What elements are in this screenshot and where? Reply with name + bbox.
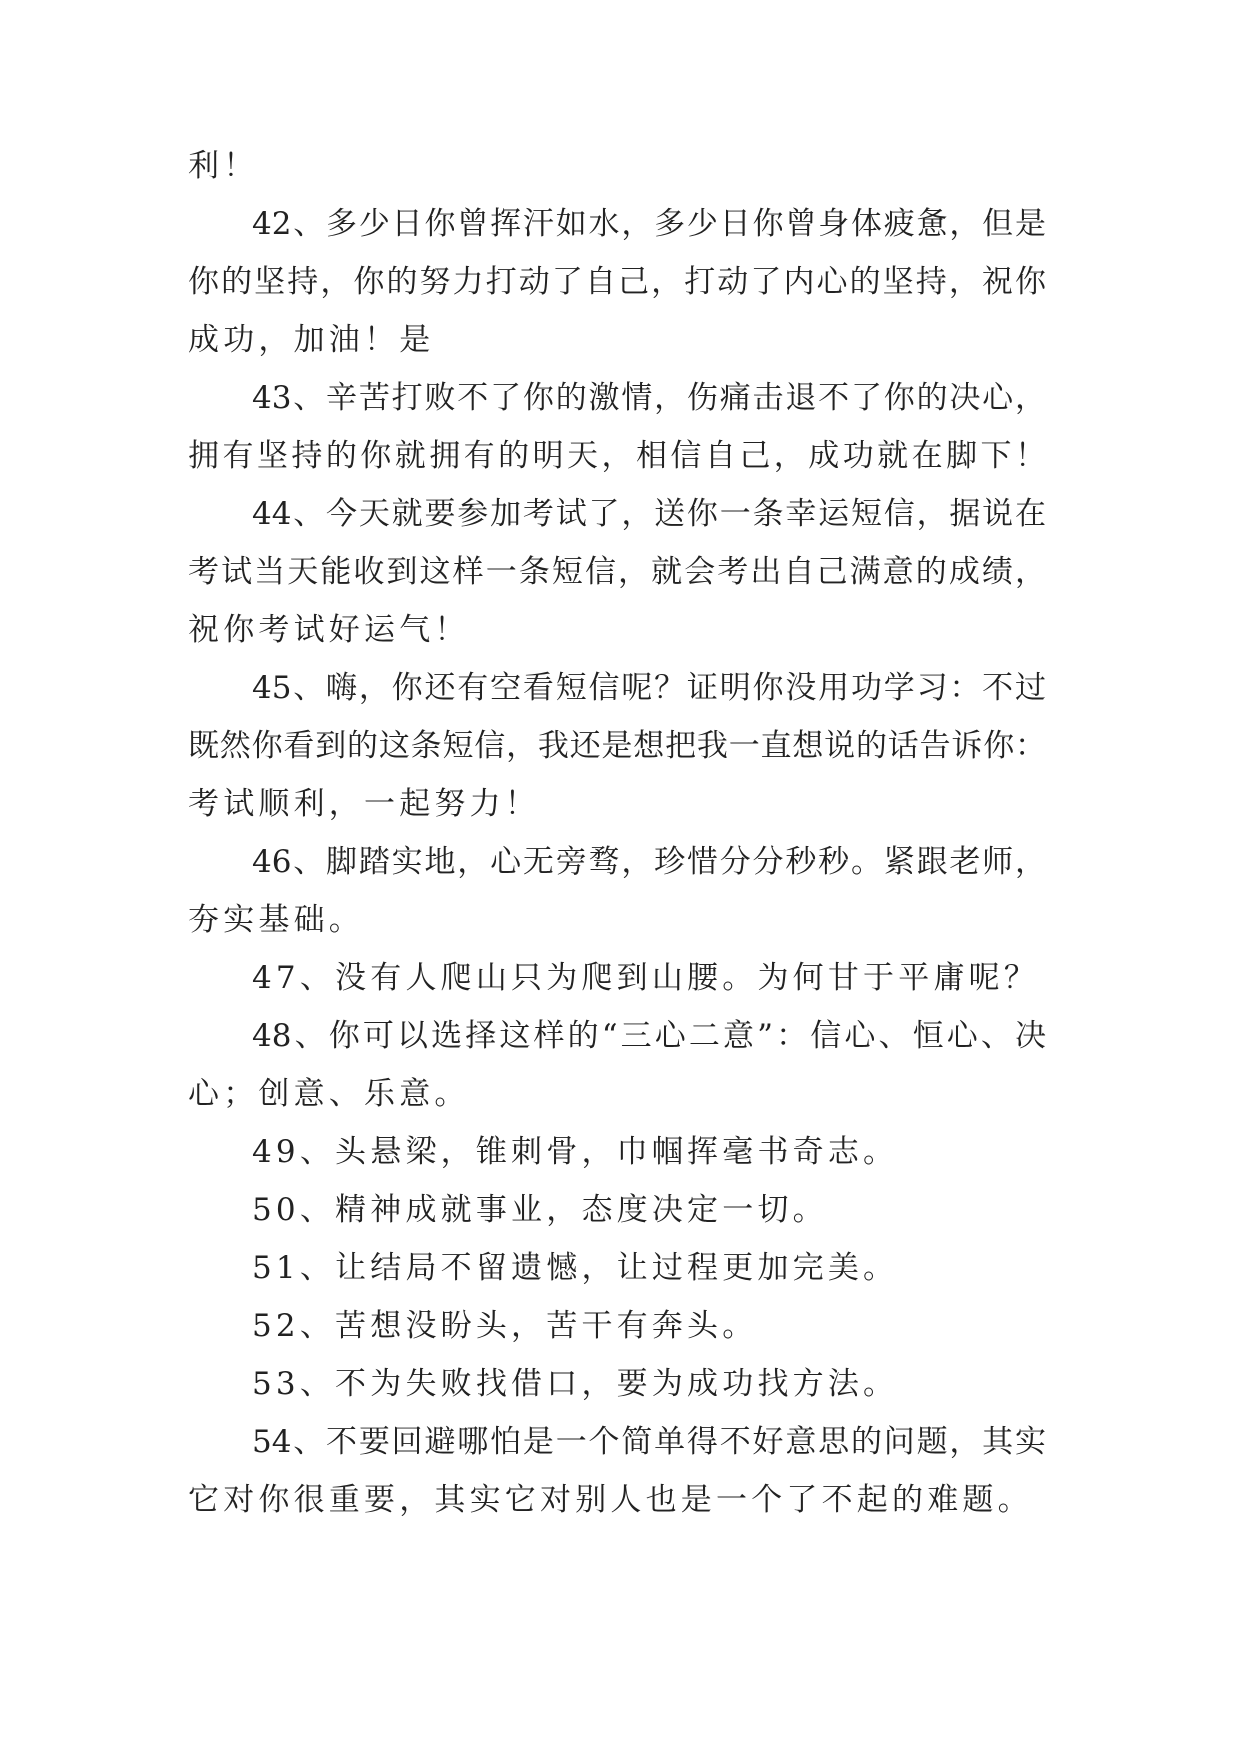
text-line: 考试当天能收到这样一条短信，就会考出自己满意的成绩， — [188, 554, 1046, 590]
text-line: 46、脚踏实地，心无旁骛，珍惜分分秒秒。紧跟老师， — [252, 844, 1046, 880]
text-line: 成功，加油！是 — [188, 322, 435, 358]
text-line: 它对你很重要，其实它对别人也是一个了不起的难题。 — [188, 1482, 1033, 1518]
text-line: 拥有坚持的你就拥有的明天，相信自己，成功就在脚下！ — [188, 438, 1046, 474]
text-line: 50、精神成就事业，态度决定一切。 — [252, 1192, 828, 1228]
text-line: 54、不要回避哪怕是一个简单得不好意思的问题，其实 — [252, 1424, 1046, 1460]
text-line: 43、辛苦打败不了你的激情，伤痛击退不了你的决心， — [252, 380, 1046, 416]
text-line: 利！ — [188, 148, 259, 184]
text-line: 夯实基础。 — [188, 902, 364, 938]
text-line: 45、嗨，你还有空看短信呢？证明你没用功学习：不过 — [252, 670, 1046, 706]
text-line: 49、头悬梁，锥刺骨，巾帼挥毫书奇志。 — [252, 1134, 899, 1170]
text-line: 47、没有人爬山只为爬到山腰。为何甘于平庸呢？ — [252, 960, 1040, 996]
text-line: 53、不为失败找借口，要为成功找方法。 — [252, 1366, 899, 1402]
text-line: 你的坚持，你的努力打动了自己，打动了内心的坚持，祝你 — [188, 264, 1046, 300]
text-line: 42、多少日你曾挥汗如水，多少日你曾身体疲惫，但是 — [252, 206, 1046, 242]
text-line: 既然你看到的这条短信，我还是想把我一直想说的话告诉你： — [188, 728, 1046, 764]
text-line: 考试顺利，一起努力！ — [188, 786, 540, 822]
text-line: 44、今天就要参加考试了，送你一条幸运短信，据说在 — [252, 496, 1046, 532]
text-line: 51、让结局不留遗憾，让过程更加完美。 — [252, 1250, 899, 1286]
text-line: 52、苦想没盼头，苦干有奔头。 — [252, 1308, 758, 1344]
text-line: 48、你可以选择这样的“三心二意”：信心、恒心、决 — [252, 1018, 1046, 1054]
text-line: 心；创意、乐意。 — [188, 1076, 470, 1112]
text-line: 祝你考试好运气！ — [188, 612, 470, 648]
